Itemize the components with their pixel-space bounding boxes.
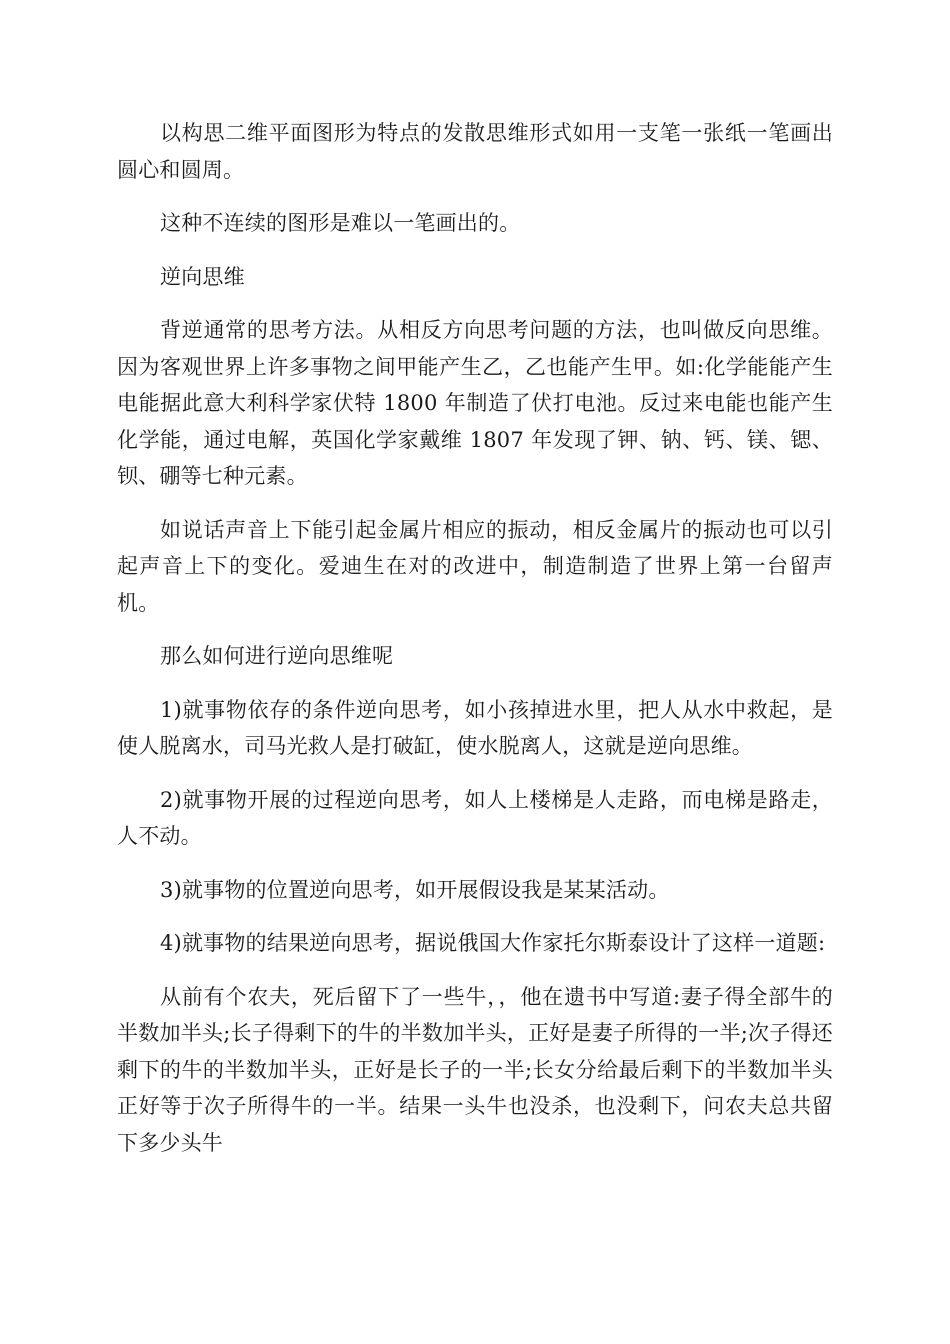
list-item-2: 2)就事物开展的过程逆向思考，如人上楼梯是人走路，而电梯是路走，人不动。 — [117, 787, 833, 848]
list-item-1: 1)就事物依存的条件逆向思考，如小孩掉进水里，把人从水中救起，是使人脱离水，司马光救人是打破缸，使水脱离人，这就是逆向思维。 — [117, 697, 833, 758]
list-item-4: 4)就事物的结果逆向思考，据说俄国大作家托尔斯泰设计了这样一道题: — [160, 931, 826, 955]
paragraph-2: 这种不连续的图形是难以一笔画出的。 — [160, 211, 521, 235]
document-page — [117, 115, 833, 1178]
paragraph-3: 背逆通常的思考方法。从相反方向思考问题的方法，也叫做反向思维。因为客观世界上许多事物之间甲能产生乙，乙也能产生甲。如:化学能能产生电能据此意大利科学家伏特 1800 年制造了伏打电池。反过来电能也能产生化学能，通过电解，英国化学家戴维 1807 年发现了钾、钠、钙、镁、锶、钡、硼等七种元素。 — [117, 318, 833, 488]
section-heading: 逆向思维 — [160, 264, 245, 289]
list-item-3: 3)就事物的位置逆向思考，如开展假设我是某某活动。 — [160, 877, 670, 902]
paragraph-4: 如说话声音上下能引起金属片相应的振动，相反金属片的振动也可以引起声音上下的变化。爱迪生在对的改进中，制造制造了世界上第一台留声机。 — [117, 517, 833, 615]
puzzle-paragraph: 从前有个农夫，死后留下了一些牛，，他在遗书中写道:妻子得全部牛的半数加半头;长子得剩下的牛的半数加半头，正好是妻子所得的一半;次子得还剩下的牛的半数加半头，正好是长子的一半;长女分给最后剩下的半数加半头正好等于次子所得牛的一半。结果一头牛也没杀，也没剩下，问农夫总共留下多少头牛 — [117, 984, 833, 1155]
paragraph-1: 以构思二维平面图形为特点的发散思维形式如用一支笔一张纸一笔画出圆心和圆周。 — [117, 121, 833, 182]
question-line: 那么如何进行逆向思维呢 — [160, 644, 394, 668]
